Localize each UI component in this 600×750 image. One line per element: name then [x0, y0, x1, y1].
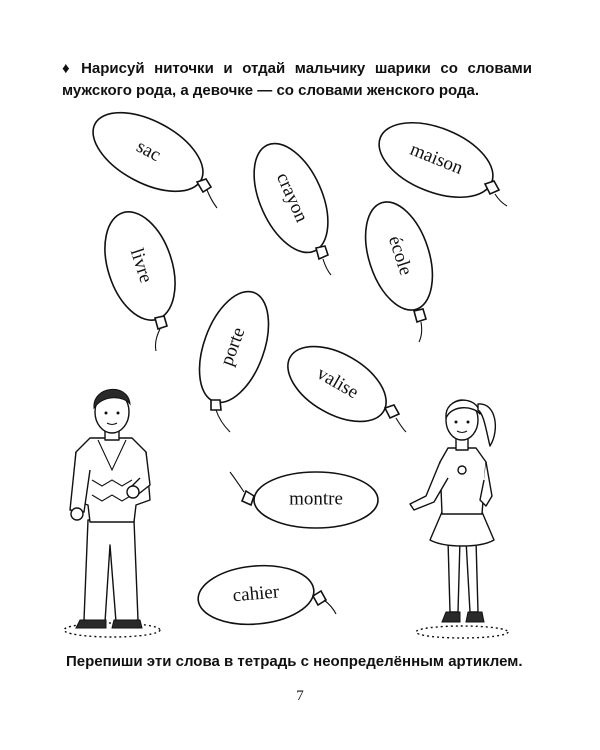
balloon-word: crayon — [271, 169, 313, 226]
page-number: 7 — [296, 688, 304, 704]
balloon-word: montre — [289, 488, 343, 510]
balloon-montre — [230, 472, 378, 528]
balloon-crayon — [239, 132, 343, 275]
balloon-ecole — [353, 193, 445, 342]
girl-figure — [410, 400, 508, 638]
balloon-livre — [92, 203, 187, 351]
balloon-word: école — [383, 233, 417, 278]
balloon-word: livre — [125, 245, 157, 286]
balloon-valise — [275, 331, 406, 437]
balloon-word: maison — [407, 138, 466, 179]
balloon-sac — [80, 96, 217, 208]
diamond-bullet-icon: ♦ — [62, 60, 76, 77]
balloon-word: sac — [132, 136, 165, 166]
balloon-word: porte — [216, 324, 250, 369]
balloon-cahier — [196, 561, 336, 629]
task-two-text: Перепиши эти слова в тетрадь с неопределённым артиклем. — [66, 653, 523, 670]
balloon-porte — [186, 282, 282, 432]
balloon-maison — [368, 108, 507, 212]
balloon-word: valise — [313, 362, 363, 404]
balloon-word: cahier — [231, 581, 280, 607]
boy-figure — [64, 389, 160, 637]
instruction-body: Нарисуй ниточки и отдай мальчику шарики со словами мужского рода, а девочке — со словами женского рода. — [62, 60, 532, 99]
